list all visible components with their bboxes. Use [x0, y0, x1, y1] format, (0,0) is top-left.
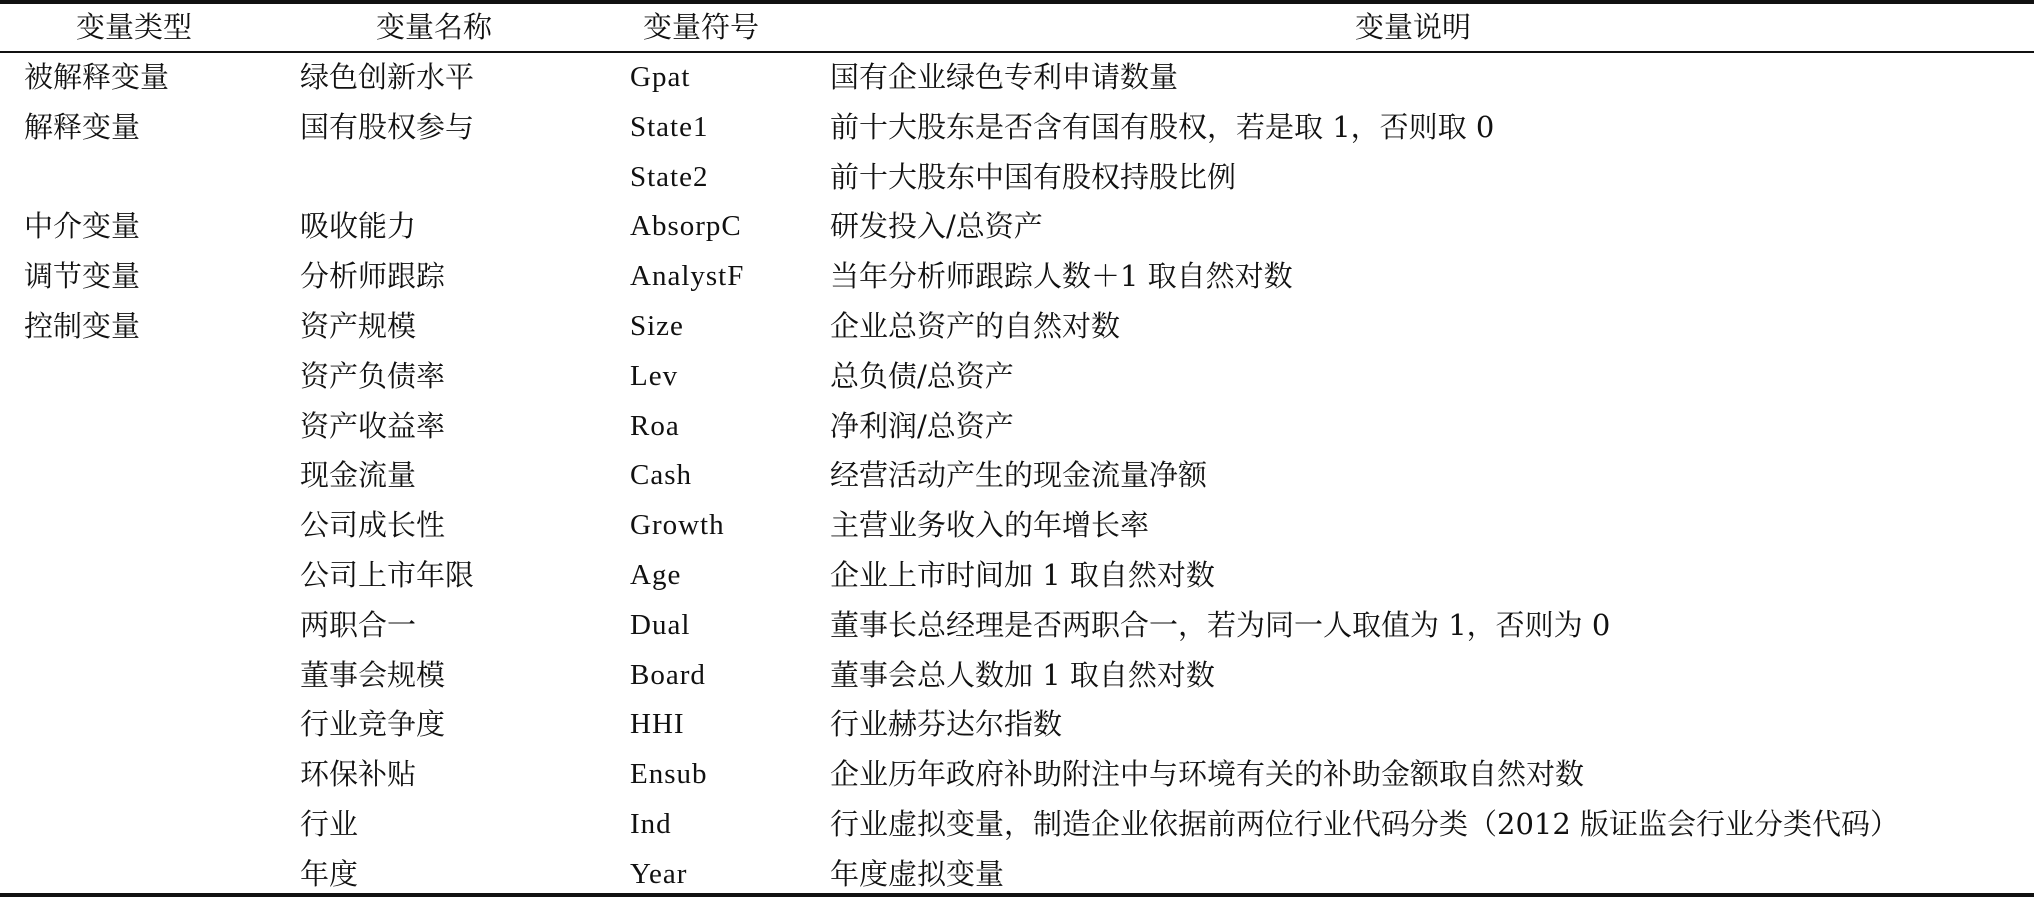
table-row — [0, 750, 2034, 800]
header-variable-name: 变量名称 — [376, 10, 493, 44]
cell-variable-name: 行业 — [300, 806, 359, 841]
cell-variable-name: 国有股权参与 — [300, 109, 475, 144]
table-row — [0, 501, 2034, 551]
cell-variable-type: 调节变量 — [24, 259, 141, 294]
cell-variable-name: 公司上市年限 — [300, 557, 475, 592]
cell-variable-description: 前十大股东中国有股权持股比例 — [830, 159, 1237, 194]
table-row — [0, 601, 2034, 651]
cell-variable-description: 主营业务收入的年增长率 — [830, 508, 1150, 543]
cell-variable-symbol: AnalystF — [630, 260, 745, 293]
table-row — [0, 352, 2034, 402]
cell-variable-symbol: Gpat — [630, 61, 691, 93]
cell-variable-type: 控制变量 — [24, 308, 141, 343]
cell-variable-symbol: Cash — [630, 459, 692, 492]
cell-variable-name: 行业竞争度 — [300, 707, 446, 742]
cell-variable-symbol: Lev — [630, 359, 679, 392]
table-row — [0, 700, 2034, 750]
cell-variable-name: 资产负债率 — [300, 358, 446, 393]
cell-variable-symbol: Age — [630, 558, 682, 591]
table-bottom-rule — [0, 893, 2034, 897]
cell-variable-description: 当年分析师跟踪人数＋1 取自然对数 — [830, 259, 1293, 294]
cell-variable-description: 年度虚拟变量 — [830, 856, 1005, 891]
table-row — [0, 451, 2034, 501]
cell-variable-description: 企业历年政府补助附注中与环境有关的补助金额取自然对数 — [830, 757, 1585, 792]
table-row — [0, 402, 2034, 452]
cell-variable-name: 两职合一 — [300, 607, 417, 642]
cell-variable-type: 解释变量 — [24, 109, 141, 144]
cell-variable-name: 吸收能力 — [300, 209, 417, 244]
header-variable-symbol: 变量符号 — [643, 10, 760, 44]
cell-variable-symbol: AbsorpC — [630, 210, 742, 243]
cell-variable-symbol: Dual — [630, 608, 691, 641]
cell-variable-description: 国有企业绿色专利申请数量 — [830, 60, 1179, 94]
table-row — [0, 651, 2034, 701]
table-row — [0, 103, 2034, 153]
cell-variable-symbol: Roa — [630, 409, 680, 442]
cell-variable-symbol: HHI — [630, 708, 685, 741]
table-body — [0, 53, 2034, 900]
cell-variable-name: 环保补贴 — [300, 757, 417, 792]
cell-variable-type: 被解释变量 — [24, 60, 170, 94]
cell-variable-symbol: Size — [630, 309, 684, 342]
table-row — [0, 551, 2034, 601]
header-variable-description: 变量说明 — [1355, 10, 1472, 44]
cell-variable-description: 行业赫芬达尔指数 — [830, 707, 1063, 742]
cell-variable-description: 总负债/总资产 — [830, 358, 1014, 393]
cell-variable-symbol: Year — [630, 857, 688, 890]
cell-variable-symbol: Ensub — [630, 758, 708, 791]
cell-variable-name: 现金流量 — [300, 458, 417, 493]
cell-variable-symbol: Growth — [630, 509, 725, 542]
cell-variable-symbol: Board — [630, 658, 706, 691]
cell-variable-description: 研发投入/总资产 — [830, 209, 1043, 244]
cell-variable-name: 绿色创新水平 — [300, 60, 475, 94]
cell-variable-name: 资产规模 — [300, 308, 417, 343]
cell-variable-description: 行业虚拟变量，制造企业依据前两位行业代码分类（2012 版证监会行业分类代码） — [830, 806, 1900, 841]
cell-variable-description: 净利润/总资产 — [830, 408, 1014, 443]
table-row — [0, 800, 2034, 850]
table-row — [0, 302, 2034, 352]
table-row — [0, 153, 2034, 203]
table-row — [0, 202, 2034, 252]
table-header-row — [0, 4, 2034, 51]
cell-variable-symbol: State1 — [630, 110, 709, 143]
cell-variable-description: 企业总资产的自然对数 — [830, 308, 1121, 343]
table-row — [0, 252, 2034, 302]
cell-variable-description: 企业上市时间加 1 取自然对数 — [830, 557, 1215, 592]
table-row — [0, 53, 2034, 103]
cell-variable-description: 经营活动产生的现金流量净额 — [830, 458, 1208, 493]
cell-variable-type: 中介变量 — [24, 209, 141, 244]
cell-variable-description: 前十大股东是否含有国有股权，若是取 1，否则取 0 — [830, 109, 1495, 144]
cell-variable-name: 董事会规模 — [300, 657, 446, 692]
cell-variable-name: 公司成长性 — [300, 508, 446, 543]
cell-variable-name: 分析师跟踪 — [300, 259, 446, 294]
cell-variable-symbol: Ind — [630, 807, 672, 840]
cell-variable-description: 董事会总人数加 1 取自然对数 — [830, 657, 1215, 692]
header-variable-type: 变量类型 — [76, 10, 193, 44]
cell-variable-name: 年度 — [300, 856, 359, 891]
cell-variable-symbol: State2 — [630, 160, 709, 193]
cell-variable-name: 资产收益率 — [300, 408, 446, 443]
cell-variable-description: 董事长总经理是否两职合一，若为同一人取值为 1，否则为 0 — [830, 607, 1611, 642]
